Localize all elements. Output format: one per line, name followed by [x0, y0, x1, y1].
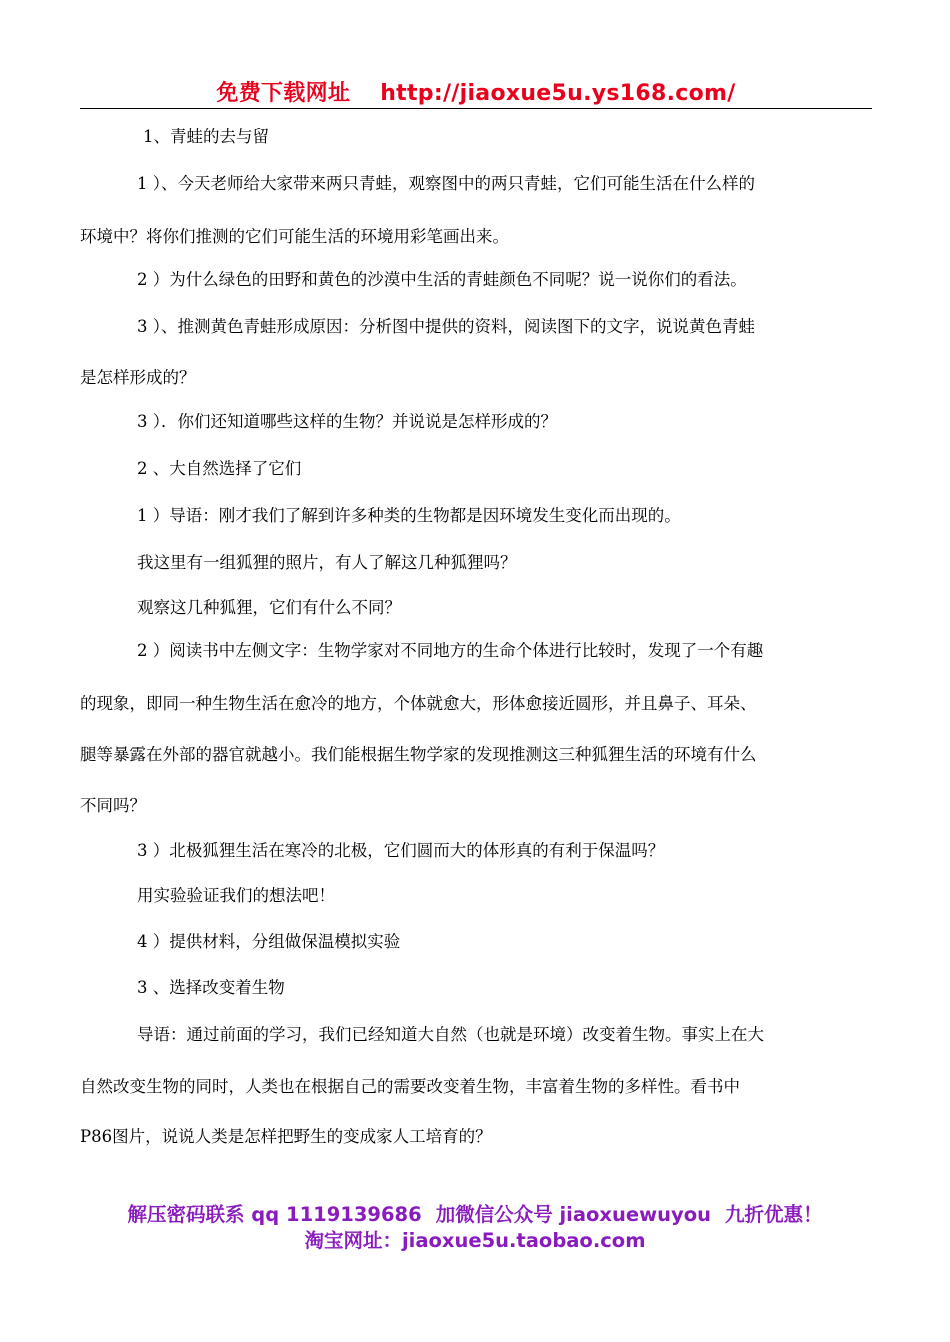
header-banner: [80, 76, 872, 107]
header-url-link[interactable]: http://jiaoxue5u.ys168.com/: [380, 81, 736, 106]
paragraph-line: 2 ）为什么绿色的田野和黄色的沙漠中生活的青蛙颜色不同呢？说一说你们的看法。: [137, 270, 747, 289]
paragraph-line: 自然改变生物的同时，人类也在根据自己的需要改变着生物，丰富着生物的多样性。看书中: [80, 1077, 740, 1096]
paragraph-line: 用实验验证我们的想法吧！: [137, 886, 335, 905]
paragraph-line: 不同吗？: [80, 796, 146, 815]
footer-contact-line: [0, 1199, 950, 1227]
paragraph-line: 4 ）提供材料，分组做保温模拟实验: [137, 932, 401, 951]
paragraph-line: 1 ）导语：刚才我们了解到许多种类的生物都是因环境发生变化而出现的。: [137, 506, 681, 525]
section-heading-2: 2 、大自然选择了它们: [137, 459, 302, 478]
paragraph-line: 环境中？将你们推测的它们可能生活的环境用彩笔画出来。: [80, 227, 509, 246]
paragraph-line: 的现象，即同一种生物生活在愈冷的地方，个体就愈大，形体愈接近圆形，并且鼻子、耳朵、: [80, 694, 757, 713]
footer-password-contact: 解压密码联系 qq 1119139686: [127, 1203, 422, 1226]
section-heading-3: 3 、选择改变着生物: [137, 978, 285, 997]
paragraph-line: P86图片，说说人类是怎样把野生的变成家人工培育的？: [80, 1127, 492, 1146]
footer-taobao-link[interactable]: 淘宝网址：jiaoxue5u.taobao.com: [304, 1229, 646, 1252]
header-divider: [80, 108, 872, 109]
paragraph-line: 我这里有一组狐狸的照片，有人了解这几种狐狸吗？: [137, 553, 517, 572]
header-title: 免费下载网址: [216, 81, 351, 106]
paragraph-line: 导语：通过前面的学习，我们已经知道大自然（也就是环境）改变着生物。事实上在大: [137, 1025, 764, 1044]
footer-discount: 九折优惠！: [724, 1203, 823, 1226]
paragraph-line: 腿等暴露在外部的器官就越小。我们能根据生物学家的发现推测这三种狐狸生活的环境有什么: [80, 745, 757, 764]
paragraph-line: 3 ）．你们还知道哪些这样的生物？并说说是怎样形成的？: [137, 412, 557, 431]
paragraph-line: 3 ）、推测黄色青蛙形成原因：分析图中提供的资料，阅读图下的文字，说说黄色青蛙: [137, 317, 755, 336]
paragraph-line: 观察这几种狐狸，它们有什么不同？: [137, 598, 401, 617]
paragraph-line: 3 ）北极狐狸生活在寒冷的北极，它们圆而大的体形真的有利于保温吗？: [137, 841, 665, 860]
paragraph-line: 是怎样形成的？: [80, 368, 196, 387]
section-heading-1: 1、青蛙的去与留: [143, 127, 269, 146]
footer-wechat: 加微信公众号 jiaoxuewuyou: [435, 1203, 711, 1226]
paragraph-line: 2 ）阅读书中左侧文字：生物学家对不同地方的生命个体进行比较时，发现了一个有趣: [137, 641, 764, 660]
paragraph-line: 1 ）、今天老师给大家带来两只青蛙，观察图中的两只青蛙，它们可能生活在什么样的: [137, 174, 755, 193]
